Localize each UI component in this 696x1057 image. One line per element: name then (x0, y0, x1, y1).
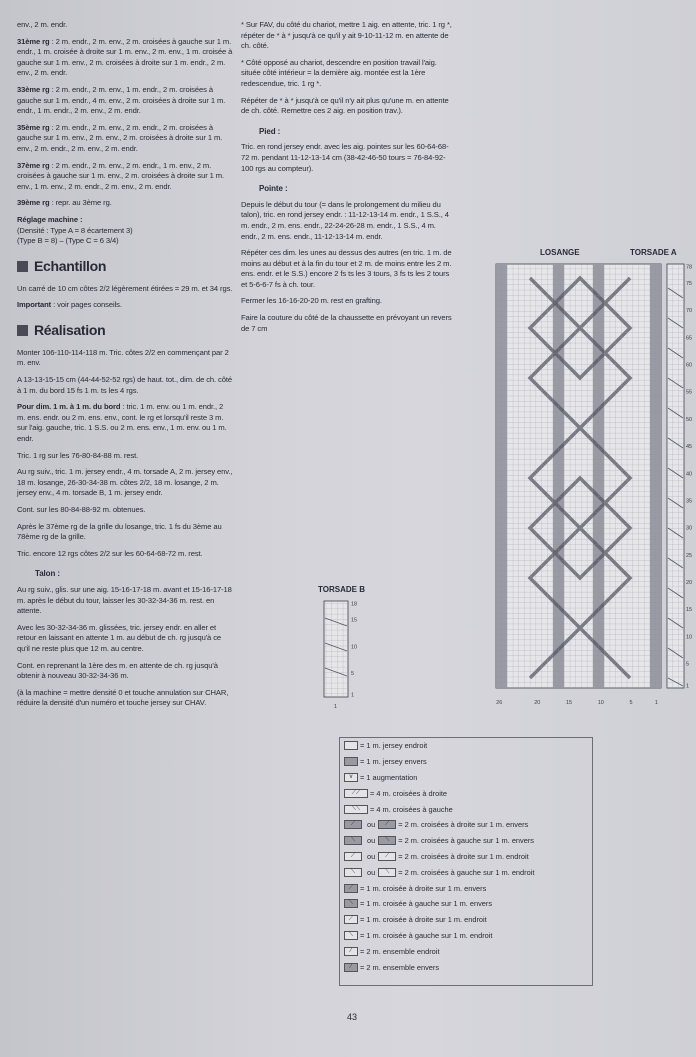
cross-left-1-purl-icon: ⟍ (344, 899, 358, 908)
cross-left-4-icon: ⟍⟍ (344, 805, 368, 814)
row-tick-label: 18 (351, 601, 358, 608)
real-p4: Tric. 1 rg sur les 76-80-84-88 m. rest. (17, 450, 139, 460)
cross-right-2-purl-alt-icon: ⟋ (378, 820, 396, 829)
losange-chart (490, 258, 693, 713)
col-tick-label: 15 (565, 700, 573, 706)
talon-p1: Au rg suiv., glis. sur une aig. 15-16-17-18 m. avant et 15-16-17-18 m. après le début du tour, laisser les 30-32-34-36 m. rest. en attente. (17, 584, 232, 616)
row33: 33ème rg : 2 m. endr., 2 m. env., 1 m. endr., 2 m. croisées à gauche sur 1 m. endr., 4 m. env., 2 m. croisées à droite sur 1 m. endr., 1 m. endr., 2 m. env., 2 m. endr. (17, 84, 226, 116)
legend-item: ⟍ ou ⟍ = 2 m. croisées à gauche sur 1 m. envers (340, 833, 592, 849)
cross-right-1-knit-icon: ⟋ (344, 915, 358, 924)
torsade-b-chart (320, 598, 370, 710)
talon-p4: (à la machine = mettre densité 0 et touche annulation sur CHAR, réduire la densité d'un numéro et touche jersey sur CHAV. (17, 687, 229, 708)
increase-icon: v (344, 773, 358, 782)
cross-right-2-knit-icon: ⟋ (344, 852, 362, 861)
row-tick-label: 1 (351, 692, 355, 699)
cross-left-2-knit-icon: ⟍ (344, 868, 362, 877)
echantillon-text: Un carré de 10 cm côtes 2/2 légèrement étirées = 29 m. et 34 rgs. (17, 283, 233, 293)
row31: 31ème rg : 2 m. endr., 2 m. env., 2 m. croisées à gauche sur 1 m. endr., 1 m. croisée à droite sur 1 m. env., 2 m. env., 1 m. croisée à gauche sur 1 m. env., 2 m. croisées à droite sur 1 m. endr., 2 m. env., 2 m. endr. (17, 36, 233, 78)
important-note: Important : voir pages conseils. (17, 300, 122, 310)
cross-right-1-purl-icon: ⟋ (344, 884, 358, 893)
page-number: 43 (347, 1012, 358, 1022)
talon-p2: Avec les 30-32-34-36 m. glissées, tric. jersey endr. en aller et retour en laissant en attente 1 m. au début de ch. rg jusqu'à ce qu'il ne reste plus que 12 m. au centre. (17, 622, 222, 653)
legend-item: = 1 m. jersey envers (340, 754, 592, 770)
legend-box (339, 737, 593, 986)
real-p3: Pour dim. 1 m. à 1 m. du bord : tric. 1 m. env. ou 1 m. endr., 2 m. ens. endr. ou 2 m. ens. env., cont. le rg et lorsqu'il reste 3 m. sur l'aig. gauche, tric. 1 S.S. ou 2 m. ens. env., 1 m. env. ou 1 m. endr. (17, 402, 227, 444)
row-tick-label: 65 (686, 335, 693, 342)
reglage-line1: (Densité : Type A = 8 écartement 3) (17, 225, 133, 235)
row-tick-label: 78 (686, 264, 693, 271)
row-tick-label: 60 (686, 362, 693, 369)
pointe-p2: Répéter ces dim. les unes au dessus des autres (en tric. 1 m. de moins au début et à la fin du tour et 2 m. de moins entre les 2 m. ens. endr. et le S.S.) encore 2 fs ts les 3 tours, 3 fs ts les 2 tours et 5-6-6-7 fs à ch. tour. (241, 248, 452, 289)
row39: 39ème rg : repr. au 3ème rg. (17, 198, 112, 208)
losange-title: LOSANGE (540, 248, 580, 257)
row-tick-label: 25 (686, 552, 693, 559)
legend-item: ⟋⟋ = 4 m. croisées à droite (340, 785, 592, 801)
row-tick-label: 70 (686, 308, 693, 315)
left-column (17, 20, 233, 715)
legend-item: ⟋ = 1 m. croisée à droite sur 1 m. envers (340, 880, 592, 896)
col2-a1: * Sur FAV, du côté du chariot, mettre 1 aig. en attente, tric. 1 rg *, répéter de * à * jusqu'à ce qu'il y ait 9-10-11-12 m. en attente de ch. côté. (241, 20, 452, 51)
talon-title: Talon : (35, 569, 60, 579)
pied-title: Pied : (259, 126, 281, 136)
row-tick-label: 40 (686, 471, 693, 478)
row-tick-label: 55 (686, 389, 693, 396)
reglage-line2: (Type B = 8) – (Type C = 6 3/4) (17, 236, 119, 246)
row-tick-label: 50 (686, 416, 693, 423)
legend-item: ⟍ ou ⟍ = 2 m. croisées à gauche sur 1 m. endroit (340, 864, 592, 880)
real-p6: Cont. sur les 80-84-88-92 m. obtenues. (17, 505, 146, 514)
p2tog-icon: ⁄ (344, 963, 358, 972)
col-tick-label: 1 (334, 704, 338, 710)
cross-right-2-purl-icon: ⟋ (344, 820, 362, 829)
row-tick-label: 10 (686, 634, 693, 641)
cross-left-2-purl-icon: ⟍ (344, 836, 362, 845)
col-tick-label: 5 (629, 700, 633, 706)
echantillon-heading: Echantillon (17, 261, 233, 272)
legend-item: ⟋ = 1 m. croisée à droite sur 1 m. endroit (340, 912, 592, 928)
row-tick-label: 30 (686, 525, 693, 532)
real-p7: Après le 37ème rg de la grille du losange, tric. 1 fs du 3ème au 78ème rg de la grille. (17, 521, 222, 542)
real-p8: Tric. encore 12 rgs côtes 2/2 sur les 60-64-68-72 m. rest. (17, 548, 203, 558)
middle-column (241, 20, 456, 340)
realisation-heading: Réalisation (17, 325, 233, 336)
cross-right-4-icon: ⟋⟋ (344, 789, 368, 798)
legend-item: ⁄ = 2 m. ensemble endroit (340, 943, 592, 959)
pointe-title: Pointe : (259, 184, 288, 194)
torsade-b-title: TORSADE B (318, 585, 365, 594)
row-tick-label: 1 (686, 683, 690, 690)
col2-a2: * Côté opposé au chariot, descendre en position travail l'aig. située côté intérieur = la dernière aig. montée est la 1ère redescendue, tric. 1 rg *. (241, 57, 437, 88)
reglage-title: Réglage machine : (17, 214, 83, 224)
cross-right-2-knit-alt-icon: ⟋ (378, 852, 396, 861)
row-tick-label: 5 (351, 671, 355, 677)
cross-left-2-knit-alt-icon: ⟍ (378, 868, 396, 877)
row-tick-label: 75 (686, 281, 693, 288)
row-tick-label: 35 (686, 498, 693, 505)
cross-left-2-purl-alt-icon: ⟍ (378, 836, 396, 845)
section-square-icon (17, 325, 28, 336)
real-p1: Monter 106-110-114-118 m. Tric. côtes 2/2 en commençant par 2 m. env. (17, 347, 229, 368)
talon-p3: Cont. en reprenant la 1ère des m. en attente de ch. rg jusqu'à obtenir à nouveau 30-32-34-36 m. (17, 660, 218, 681)
cross-left-1-knit-icon: ⟍ (344, 931, 358, 940)
pointe-p1: Depuis le début du tour (= dans le prolongement du milieu du talon), tric. en rond jersey endr. : 11-12-13-14 m. endr., 1 S.S., 4 m. endr., 2 m. ens. endr., 22-24-26-28 m. endr., 1 S.S., 4 m. endr., 2 m. ens. endr., 11-12-13-14 m. endr. (241, 199, 449, 241)
real-p2: A 13-13-15-15 cm (44-44-52-52 rgs) de haut. tot., dim. de ch. côté à 1 m. du bord 15 fs 1 m. ts les 4 rgs. (17, 375, 233, 395)
purl-stitch-icon (344, 757, 358, 766)
col-tick-label: 26 (496, 700, 503, 706)
legend-item: ⟋ ou ⟋ = 2 m. croisées à droite sur 1 m. endroit (340, 849, 592, 865)
row-tick-label: 5 (686, 661, 690, 668)
legend-item: ⁄ = 2 m. ensemble envers (340, 959, 592, 975)
legend-item: ⟍⟍ = 4 m. croisées à gauche (340, 801, 592, 817)
row-tick-label: 45 (686, 444, 693, 451)
row-tick-label: 10 (351, 644, 358, 651)
col-tick-label: 20 (534, 700, 541, 706)
row35: 35ème rg : 2 m. endr., 2 m. env., 2 m. endr., 2 m. croisées à gauche sur 1 m. env., 2 m. env., 2 m. croisées à droite sur 1 m. env., 2 m. endr., 2 m. env., 2 m. endr. (17, 122, 223, 153)
row37: 37ème rg : 2 m. endr., 2 m. env., 2 m. endr., 1 m. env., 2 m. croisées à gauche sur 1 m. env., 2 m. croisées à droite sur 1 m. env., 1 m. env., 2 m. endr., 2 m. env., 2 m. endr. (17, 160, 225, 191)
row-tick-label: 15 (351, 617, 358, 624)
legend-item: = 1 m. jersey endroit (340, 738, 592, 754)
pied-text: Tric. en rond jersey endr. avec les aig. pointes sur les 60-64-68-72 m. pendant 11-12-13-14 cm (38-42-46-50 tours = 76-84-92-100 rgs au compteur). (241, 142, 449, 173)
legend-item: ⟍ = 1 m. croisée à gauche sur 1 m. endroit (340, 928, 592, 944)
torsade-a-title: TORSADE A (630, 248, 677, 257)
section-square-icon (17, 261, 28, 272)
col2-a3: Répéter de * à * jusqu'à ce qu'il n'y ait plus qu'une m. en attente de ch. côté. Remettre ces 2 aig. en position trav.). (241, 95, 449, 116)
k2tog-icon: ⁄ (344, 947, 358, 956)
row-tick-label: 15 (686, 607, 693, 614)
col-tick-label: 1 (654, 700, 658, 706)
real-p5: Au rg suiv., tric. 1 m. jersey endr., 4 m. torsade A, 2 m. jersey env., 18 m. losange, 26-30-34-38 m. côtes 2/2, 18 m. losange, 2 m. jersey env., 4 m. torsade B, 1 m. jersey endr. (17, 467, 233, 498)
pointe-p3: Fermer les 16-16-20-20 m. rest en grafting. (241, 296, 382, 306)
pointe-p4: Faire la couture du côté de la chaussette en prévoyant un revers de 7 cm (241, 313, 452, 333)
legend-item: ⟍ = 1 m. croisée à gauche sur 1 m. envers (340, 896, 592, 912)
legend-item: ⟋ ou ⟋ = 2 m. croisées à droite sur 1 m. envers (340, 817, 592, 833)
row-tick-label: 20 (686, 580, 693, 586)
col-tick-label: 10 (597, 700, 604, 706)
legend-item: v = 1 augmentation (340, 770, 592, 786)
knit-stitch-icon (344, 741, 358, 750)
text-p0: env., 2 m. endr. (17, 20, 68, 29)
